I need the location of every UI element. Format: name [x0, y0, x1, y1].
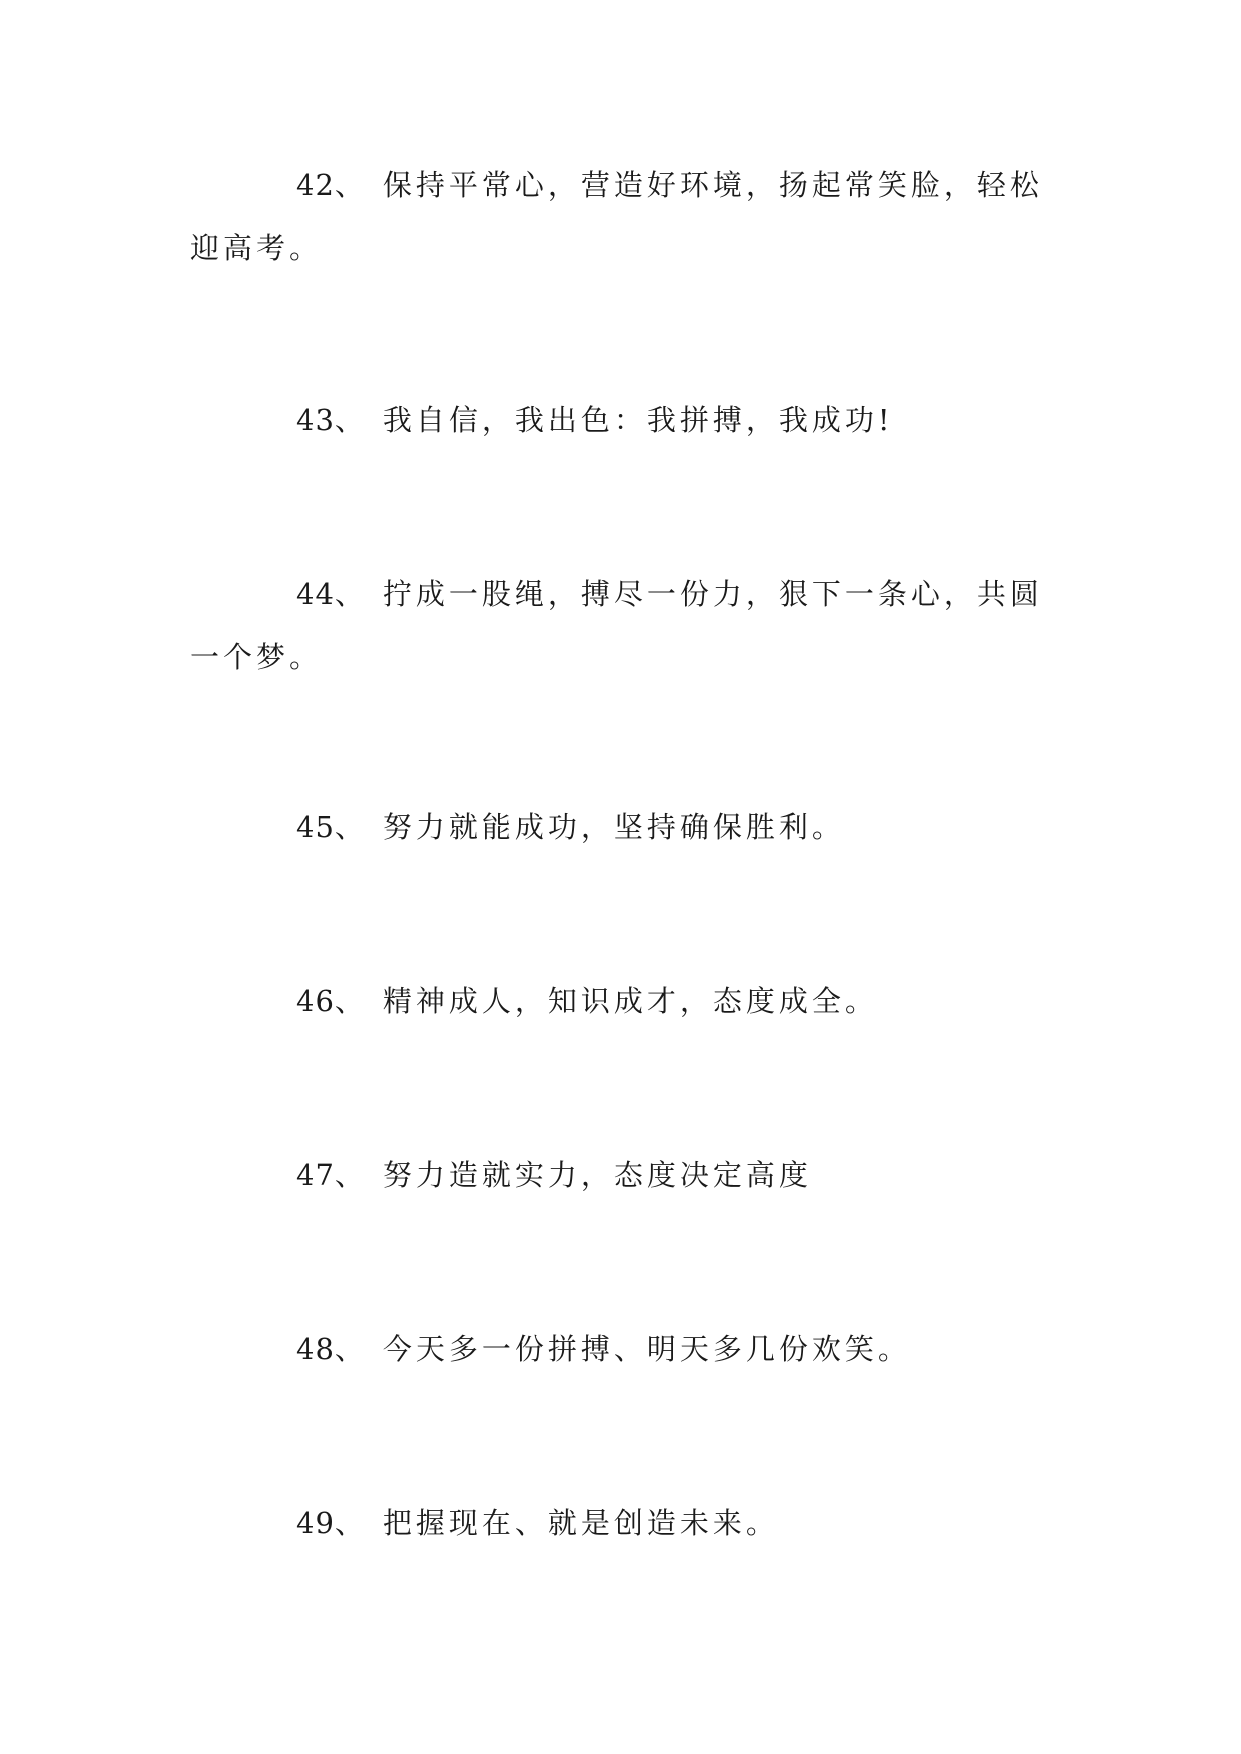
slogan-item	[190, 154, 1050, 280]
item-text: 把握现在、就是创造未来。	[382, 1506, 779, 1540]
item-text: 拧成一股绳，搏尽一份力，狠下一条心，共圆一个梦。	[190, 577, 1043, 674]
item-number: 42、	[296, 168, 365, 202]
item-number: 48、	[296, 1332, 365, 1366]
item-number: 49、	[296, 1506, 365, 1540]
item-number: 45、	[296, 810, 365, 844]
slogan-item	[190, 563, 1050, 689]
item-number: 43、	[296, 403, 365, 437]
item-text: 努力就能成功，坚持确保胜利。	[382, 810, 845, 844]
item-text: 精神成人，知识成才，态度成全。	[382, 984, 878, 1018]
slogan-item	[190, 796, 1050, 859]
slogan-item	[190, 970, 1050, 1033]
slogan-item	[190, 389, 1050, 452]
item-number: 47、	[296, 1158, 365, 1192]
slogan-item	[190, 1492, 1050, 1555]
item-text: 保持平常心，营造好环境，扬起常笑脸，轻松迎高考。	[190, 168, 1043, 265]
slogan-item	[190, 1318, 1050, 1381]
item-number: 46、	[296, 984, 365, 1018]
item-text: 努力造就实力，态度决定高度	[382, 1158, 812, 1192]
item-text: 今天多一份拼搏、明天多几份欢笑。	[382, 1332, 911, 1366]
item-text: 我自信，我出色：我拼搏，我成功!	[382, 403, 894, 437]
item-number: 44、	[296, 577, 365, 611]
slogan-item	[190, 1144, 1050, 1207]
